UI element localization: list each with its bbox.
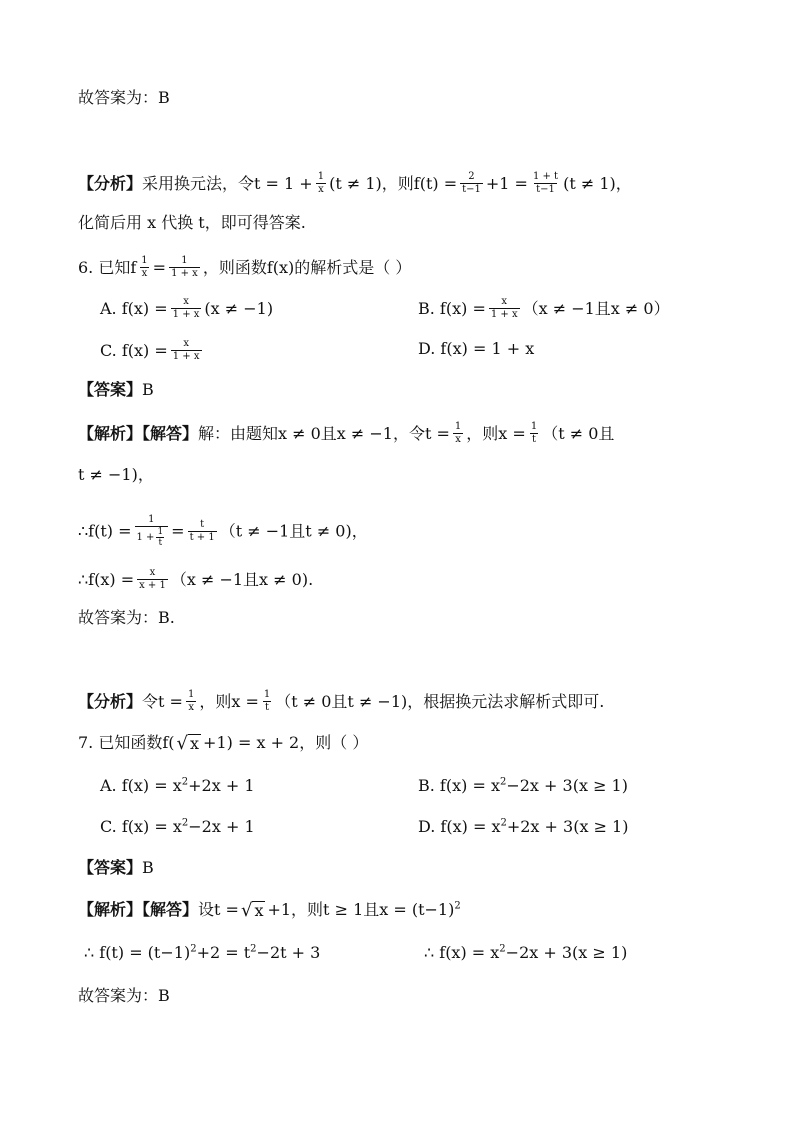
fraction: $\frac{1}{x}$ bbox=[141, 255, 148, 279]
fraction: $\frac{2}{t-1}$ bbox=[462, 171, 481, 195]
q6-solution-line-2: t ≠ −1)， bbox=[78, 465, 154, 484]
fraction: $\frac{1}{t}$ bbox=[530, 421, 538, 445]
answer-summary-line: 故答案为：B bbox=[78, 88, 170, 107]
fraction: $\frac{t}{t + 1}$ bbox=[189, 518, 215, 543]
square-root: √ x bbox=[240, 899, 264, 921]
q6-option-b: B. f(x) = $\frac{x}{1 + x}$ （x ≠ −1且x ≠ 0） bbox=[418, 296, 670, 320]
q7-solution-line-2-right: ∴ $f(x) = x^2-2x + 3(x \ge 1)$ bbox=[424, 943, 628, 962]
q7-option-b: B. $f(x) = x^2-2x + 3(x \ge 1)$ bbox=[418, 776, 628, 795]
q7-solution-line-1: 【解析】【解答】设t = √ x +1，则t ≥ 1且$x = (t-1)^2$ bbox=[78, 899, 461, 921]
fraction: $\frac{x}{1 + x}$ bbox=[172, 338, 200, 362]
q7-option-a: A. $f(x) = x^2+2x + 1$ bbox=[100, 776, 255, 795]
q6-answer-summary: 故答案为：B. bbox=[78, 608, 175, 627]
analysis-line-2: 化简后用 x 代换 t，即可得答案. bbox=[78, 213, 306, 232]
fraction: $\frac{x}{1 + x}$ bbox=[490, 296, 518, 320]
q7-option-c: C. $f(x) = x^2-2x + 1$ bbox=[100, 817, 255, 836]
q6-option-c: C. f(x) = $\frac{x}{1 + x}$ bbox=[100, 338, 200, 362]
fraction: $\frac{1}{1 + x}$ bbox=[171, 255, 198, 279]
q6-solution-line-4: ∴f(x) = $\frac{x}{x + 1}$ （x ≠ −1且x ≠ 0). bbox=[78, 567, 314, 591]
analysis-tag: 【分析】 bbox=[78, 174, 143, 193]
q7-answer-summary: 故答案为：B bbox=[78, 986, 170, 1005]
q7-option-d: D. $f(x) = x^2+2x + 3(x \ge 1)$ bbox=[418, 817, 629, 836]
q7-answer: 【答案】B bbox=[78, 858, 154, 877]
fraction: $\frac{1}{x}$ bbox=[187, 689, 195, 713]
fraction: $\frac{1 + t}{t-1}$ bbox=[532, 171, 559, 195]
question-6-stem: 6. 已知f $\frac{1}{x}$ = $\frac{1}{1 + x}$ ，则函数f(x)的解析式是（ ） bbox=[78, 255, 412, 279]
fraction: $\frac{x}{x + 1}$ bbox=[139, 567, 166, 591]
q6-solution-line-3: ∴f(t) = 1 1 + $\frac{1}{t}$ = $\frac{t}{t + 1}$ （t ≠ −1且t ≠ 0)， bbox=[78, 514, 368, 548]
fraction: $\frac{1}{t}$ bbox=[263, 689, 271, 713]
fraction: 1 1 + $\frac{1}{t}$ bbox=[135, 514, 169, 548]
q6-answer: 【答案】B bbox=[78, 380, 154, 399]
fraction: $\frac{x}{1 + x}$ bbox=[172, 296, 200, 320]
question-7-stem: 7. 已知函数f( √ x +1) = x + 2，则（ ） bbox=[78, 732, 369, 754]
q6-option-d: D. f(x) = 1 + x bbox=[418, 339, 535, 358]
fraction: $\frac{1}{x}$ bbox=[454, 421, 462, 445]
q6-analysis: 【分析】令t = $\frac{1}{x}$ ，则x = $\frac{1}{t}$ （t ≠ 0且t ≠ −1)，根据换元法求解析式即可. bbox=[78, 689, 605, 713]
fraction: $\frac{1}{x}$ bbox=[317, 171, 325, 195]
q6-option-a: A. f(x) = $\frac{x}{1 + x}$ (x ≠ −1) bbox=[100, 296, 274, 320]
q6-solution-line-1: 【解析】【解答】解：由题知x ≠ 0且x ≠ −1，令t = $\frac{1}{x}$ ，则x = $\frac{1}{t}$ （t ≠ 0且 bbox=[78, 421, 615, 445]
square-root: √ x bbox=[176, 732, 200, 754]
q7-solution-line-2-left: ∴ $f(t) = (t-1)^2+2 = t^2-2t + 3$ bbox=[84, 943, 321, 962]
fraction: $\frac{1}{t}$ bbox=[157, 527, 164, 548]
analysis-line-1: 【分析】采用换元法，令t = 1 + $\frac{1}{x}$ (t ≠ 1)，则f(t) = $\frac{2}{t-1}$ +1 = $\frac{1 + t}{t-1}$ (t ≠ 1)， bbox=[78, 171, 632, 195]
